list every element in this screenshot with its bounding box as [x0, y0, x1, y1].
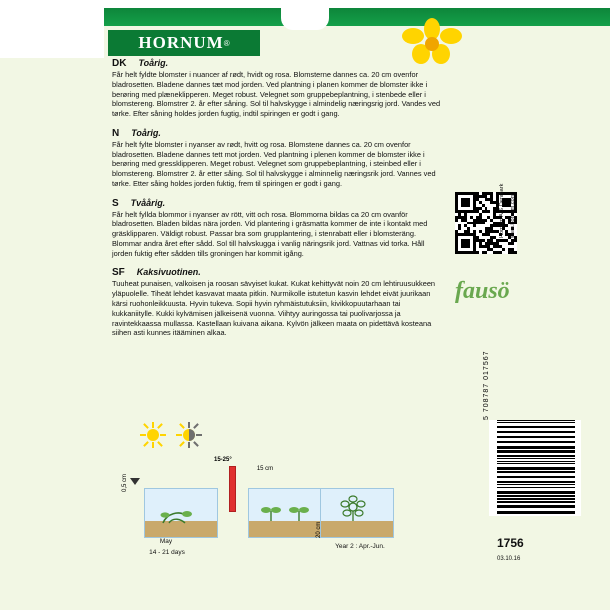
date-code: 03.10.16 [497, 556, 521, 562]
spacing-label: 15 cm [256, 466, 274, 472]
sow-month-label: May [159, 538, 173, 545]
seedling-pair-illustration [249, 489, 321, 537]
temperature-label: 15-25° [214, 457, 232, 463]
flower-center [425, 37, 439, 51]
language-block-dk [112, 58, 442, 119]
secondary-brand-mark: fausö [455, 278, 510, 304]
article-number: 1756 [497, 536, 524, 550]
flowering-plant-illustration [321, 489, 393, 537]
plant-height-label: 20 cm [316, 521, 322, 538]
diagram-panel-flowering [320, 488, 394, 538]
germination-label: 14 - 21 days [149, 549, 185, 556]
sun-icon [140, 422, 166, 448]
language-lifecycle: Kaksivuotinen. [136, 267, 201, 278]
flower-petal [440, 28, 462, 44]
brand-name: HORNUM [138, 33, 224, 52]
half-sun-shade [189, 429, 195, 441]
seed-depth-marker [130, 478, 140, 485]
company-website-vertical: www.hornum.com [510, 193, 516, 238]
language-heading [112, 198, 442, 209]
sun-core [147, 429, 159, 441]
seedling-illustration [145, 489, 217, 537]
language-heading [112, 128, 442, 139]
hang-hole-cutout [281, 8, 329, 30]
diagram-panel-sowing [144, 488, 218, 538]
language-body: Får helt fyldte blomster i nuancer af rødt, hvidt og rosa. Blomsterne dannes ca. 20 cm ovenfor bladrosetten. Bladene dannes tæt mod jorden. Ved plantning i planen kommer de blomster ikke i berøring med plæneklipperen. Meget robust. Velegnet som gruppebeplantning, i stenbede eller i blomstereng. Blomstrer 2. år efter såning. Sol til halvskygge i almindelig næringsrig jord. Vandes ved tørke. Efter såning holdes jorden fugtig, indtil spiringen er godt i gang. [112, 70, 441, 119]
language-block-n [112, 128, 442, 189]
language-body: Tuuheat punaisen, valkoisen ja roosan sävyiset kukat. Kukat kehittyvät noin 20 cm lehtiruusukkeen yläpuolelle. Tiheät lehdet kasvavat maata pitkin. Nurmikolle istutetun kasvin lehdet eivät juurikaan kärsi ruohonleikkuusta. Hyvin tukeva. Sopii hyvin ryhmäistutuksiin, kivikkopuutarhaan tai kukkaniitylle. Kukki kylvämisen jälkeisenä vuonna. Viihtyy auringossa tai puolivarjossa ja ravintekkaassa mullassa. Kastellaan kuivana aikana. Kylvön jälkeen maata on pidettävä kosteana siihen asti kunnes itääminen alkaa. [112, 279, 436, 338]
language-code: DK [112, 58, 127, 69]
light-requirement-icons [140, 418, 220, 456]
half-sun-icon [176, 422, 202, 448]
flower-petal [402, 28, 424, 44]
language-code: S [112, 197, 119, 209]
qr-code [455, 192, 517, 254]
language-heading [112, 267, 442, 278]
description-text-column [112, 58, 442, 347]
language-block-s [112, 198, 442, 259]
language-code: N [112, 127, 120, 139]
language-lifecycle: Toårig. [138, 58, 169, 68]
left-white-edge [0, 8, 104, 58]
brand-logo-box [108, 30, 260, 56]
language-lifecycle: Tvåårig. [130, 197, 166, 208]
flowering-label: Year 2 : Apr.-Jun. [335, 543, 385, 550]
company-address-vertical: Hornum A/S Denmark [499, 183, 505, 238]
language-heading [112, 58, 442, 69]
language-body: Får helt fylte blomster i nyanser av rødt, hvitt og rosa. Blomstene dannes ca. 20 cm ovenfor bladrosetten. Bladene dannes tett mot jorden. Ved plantning i plenen kommer de blomster ikke i berøring med gressklipperen. Meget robust. Velegnet som gruppebeplantning, i steinbed eller i blomstereng. Blomstrer 2. år etter såing. Sol til halvskygge i alminnelig næringsrik jord. Vannes ved tørke. Etter såing holdes jorden fuktig, frem til spiringen er godt i gang. [112, 139, 436, 188]
barcode [489, 420, 581, 516]
language-lifecycle: Toårig. [131, 127, 161, 138]
barcode-number: 5 708787 017567 [483, 350, 490, 420]
diagram-panel-spacing [248, 488, 322, 538]
top-white-margin [0, 0, 610, 8]
language-block-sf [112, 267, 442, 338]
language-code: SF [112, 267, 125, 279]
language-body: Får helt fyllda blommor i nyanser av rött, vitt och rosa. Blommorna bildas ca 20 cm ovanför bladrosetten. Bladen bildas nära jorden. Vid plantering i gräsmatta kommer de inte i kontakt med gräsklipparen. Väldigt robust. Passar bra som grupplantering, i stenrabatt eller i blomsteräng. Blommar andra året efter sådd. Sol till halvskugga i vanlig näringsrik jord. Vattnas vid torka. Håll jorden fuktig efter sådden tills groningen har kommit igång. [112, 209, 428, 258]
sowing-depth-label: 0,5 cm [122, 473, 128, 492]
registered-mark: ® [223, 38, 230, 48]
thermometer-icon [229, 466, 236, 512]
